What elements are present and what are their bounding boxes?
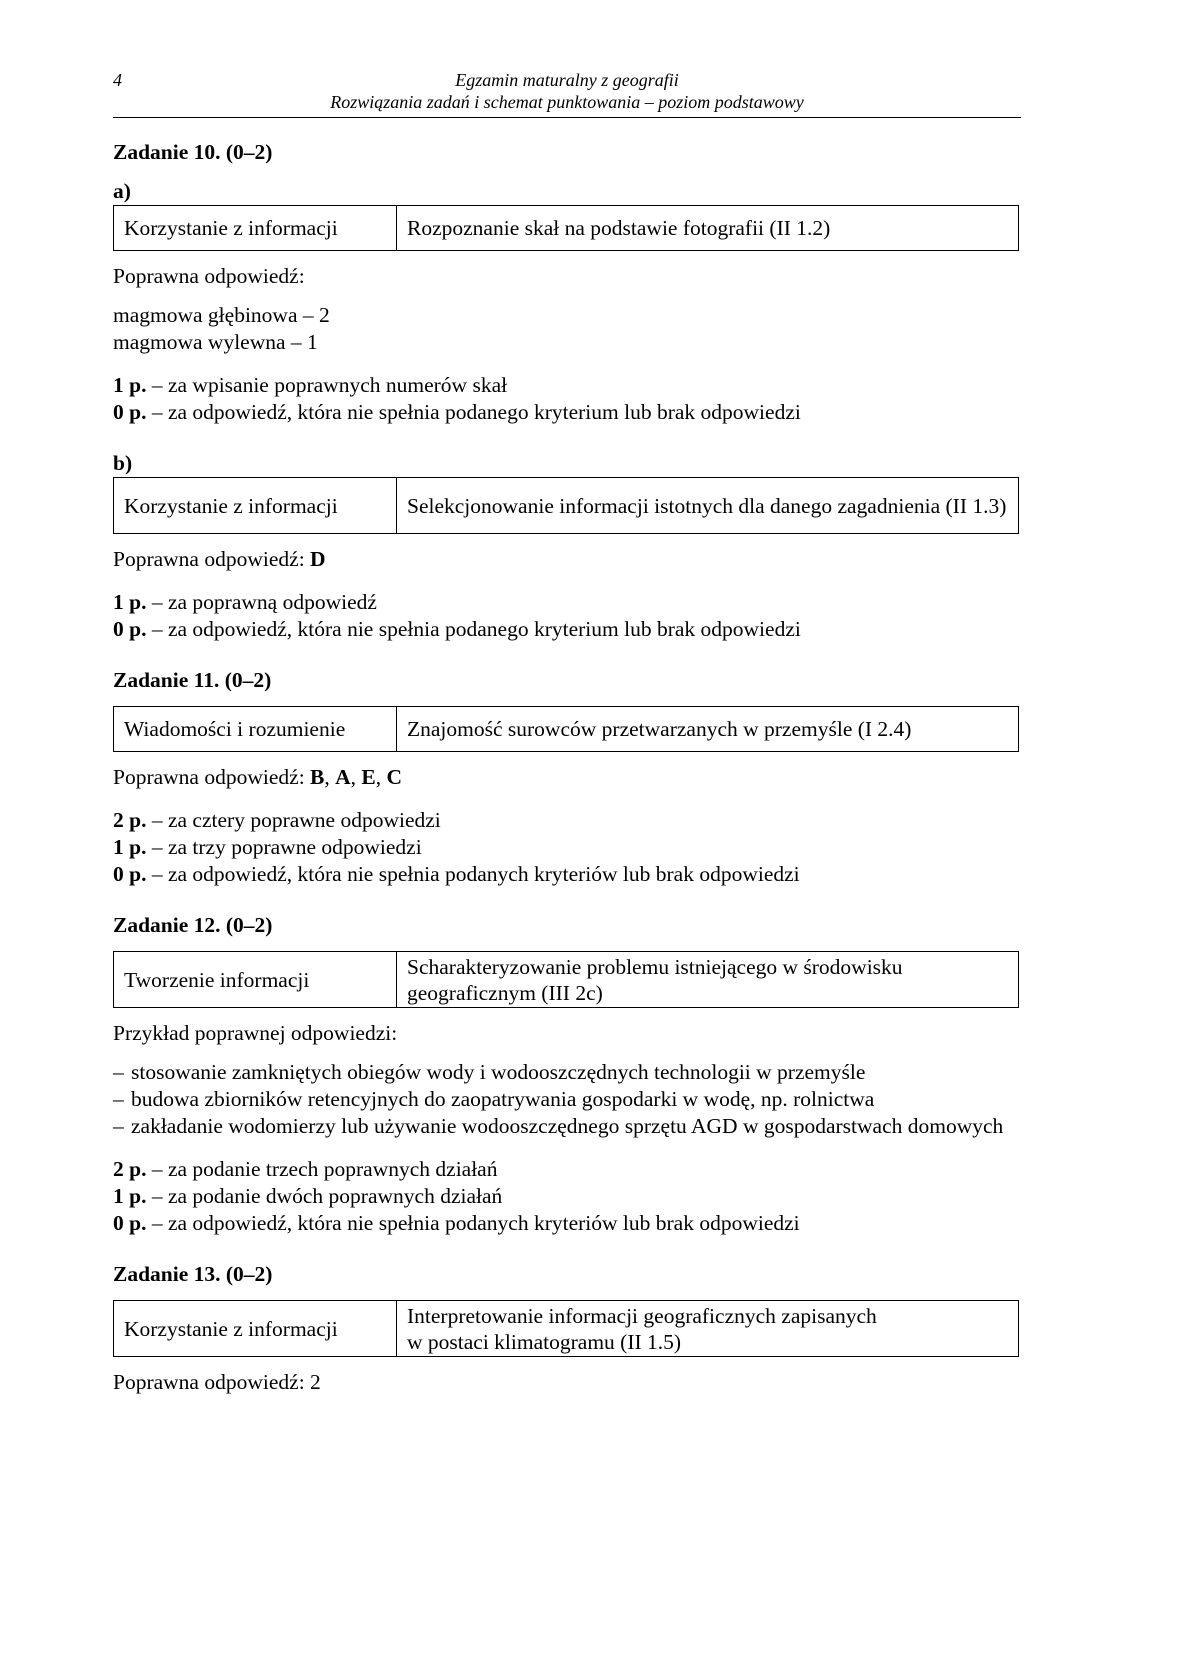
page-number: 4 [113,70,122,90]
header-title: Egzamin maturalny z geografii [455,70,679,90]
header-subtitle: Rozwiązania zadań i schemat punktowania – poziom podstawowy [330,92,804,112]
task-10-title: Zadanie 10. (0–2) [113,140,273,164]
list-item: – zakładanie wodomierzy lub używanie wodooszczędnego sprzętu AGD w gospodarstwach domowych [113,1114,1004,1138]
scoring-line: 1 p. – za podanie dwóch poprawnych działań [113,1184,503,1208]
criteria-description: Znajomość surowców przetwarzanych w przemyśle (I 2.4) [397,707,1019,752]
criteria-category: Korzystanie z informacji [114,206,397,251]
criteria-description: Rozpoznanie skał na podstawie fotografii (II 1.2) [397,206,1019,251]
scoring-line: 1 p. – za trzy poprawne odpowiedzi [113,835,422,859]
list-item: – budowa zbiorników retencyjnych do zaopatrywania gospodarki w wodę, np. rolnictwa [113,1087,875,1111]
scoring-line: 2 p. – za cztery poprawne odpowiedzi [113,808,441,832]
scoring-line: 0 p. – za odpowiedź, która nie spełnia podanego kryterium lub brak odpowiedzi [113,617,801,641]
scoring-line: 0 p. – za odpowiedź, która nie spełnia podanych kryteriów lub brak odpowiedzi [113,1211,800,1235]
criteria-category: Wiadomości i rozumienie [114,707,397,752]
criteria-category: Tworzenie informacji [114,952,397,1008]
task-11-title: Zadanie 11. (0–2) [113,668,272,692]
task-10b-criteria-table [113,477,1019,534]
scoring-line: 1 p. – za poprawną odpowiedź [113,590,377,614]
scoring-line: 0 p. – za odpowiedź, która nie spełnia podanych kryteriów lub brak odpowiedzi [113,862,800,886]
scoring-line: 2 p. – za podanie trzech poprawnych działań [113,1157,498,1181]
task-13-title: Zadanie 13. (0–2) [113,1262,273,1286]
task-13-criteria-table [113,1300,1019,1357]
task-11-answer: Poprawna odpowiedź: B, A, E, C [113,765,403,789]
criteria-category: Korzystanie z informacji [114,478,397,534]
criteria-description: Scharakteryzowanie problemu istniejącego w środowisku geograficznym (III 2c) [397,952,1019,1008]
task-10a-answer-label: Poprawna odpowiedź: [113,264,305,288]
answer-line: magmowa głębinowa – 2 [113,303,330,327]
task-12-answer-list [113,1059,1019,1140]
page-content [113,139,1019,1396]
task-10b-label: b) [113,451,133,475]
task-10b-answer: Poprawna odpowiedź: D [113,547,326,571]
task-13-answer: Poprawna odpowiedź: 2 [113,1370,321,1394]
scoring-line: 0 p. – za odpowiedź, która nie spełnia podanego kryterium lub brak odpowiedzi [113,400,801,424]
task-10a-criteria-table [113,205,1019,251]
criteria-description: Selekcjonowanie informacji istotnych dla danego zagadnienia (II 1.3) [397,478,1019,534]
task-12-title: Zadanie 12. (0–2) [113,913,273,937]
task-12-criteria-table [113,951,1019,1008]
task-12-answer-label: Przykład poprawnej odpowiedzi: [113,1021,398,1045]
task-11-criteria-table [113,706,1019,752]
list-item: – stosowanie zamkniętych obiegów wody i wodooszczędnych technologii w przemyśle [113,1060,866,1084]
page-header [113,70,1021,118]
criteria-description: Interpretowanie informacji geograficznych zapisanych w postaci klimatogramu (II 1.5) [397,1301,1019,1357]
answer-line: magmowa wylewna – 1 [113,330,318,354]
task-10a-label: a) [113,179,131,203]
criteria-category: Korzystanie z informacji [114,1301,397,1357]
scoring-line: 1 p. – za wpisanie poprawnych numerów skał [113,373,508,397]
